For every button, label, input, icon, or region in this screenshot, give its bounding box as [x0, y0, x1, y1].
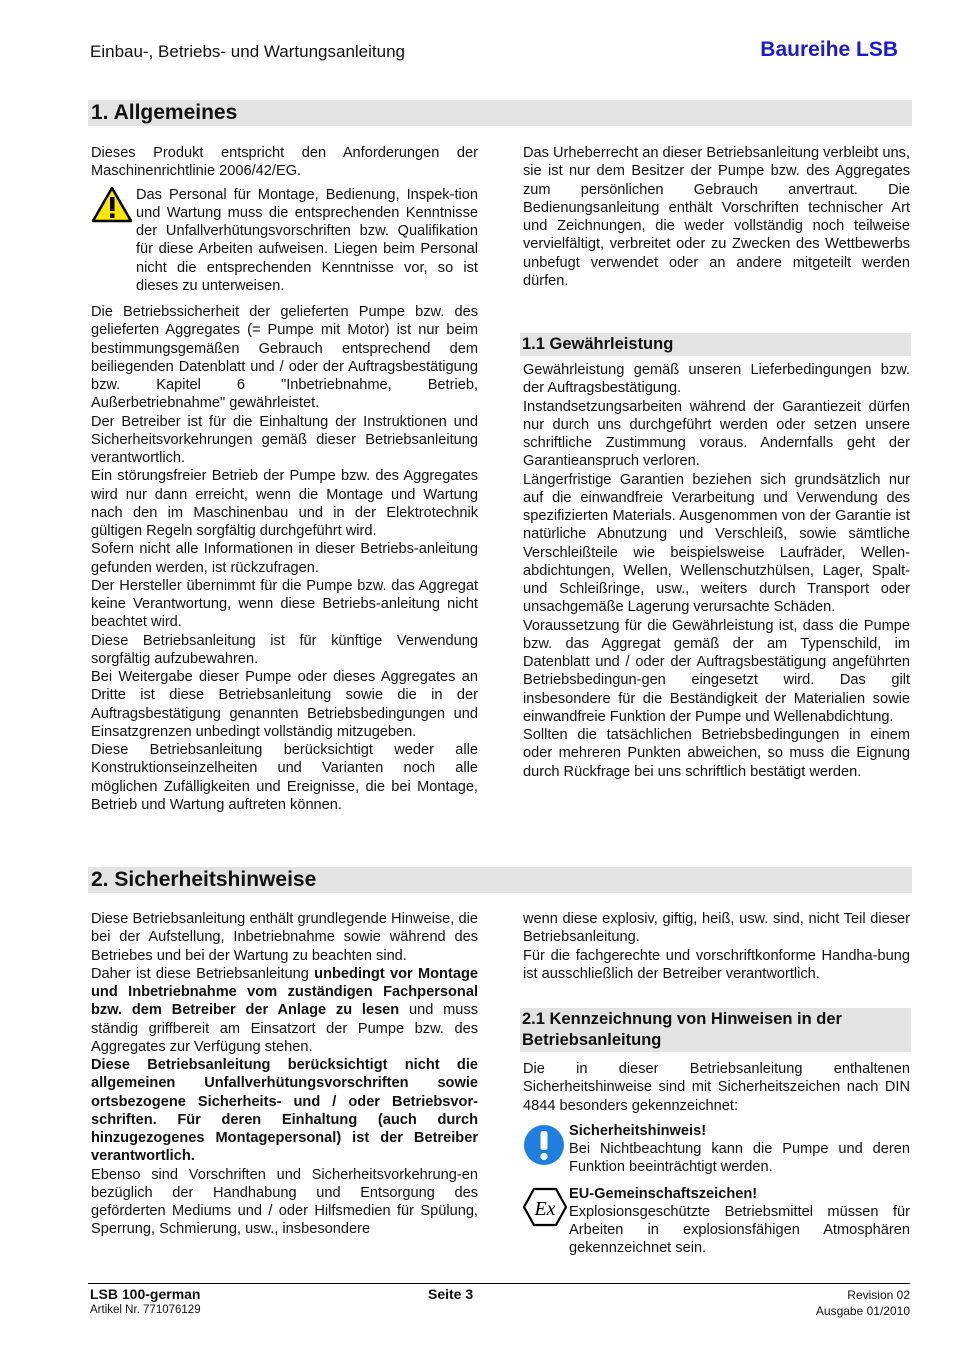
ex-hexagon-icon: [523, 1185, 569, 1258]
paragraph: Gewährleistung gemäß unseren Lieferbedingungen bzw. der Auftragsbestätigung.: [523, 362, 910, 397]
paragraph: Daher ist diese Betriebsanleitung unbedingt vor Montage und Inbetriebnahme vom zuständigen Fachpersonal bzw. dem Betreiber der Anlage zu lesen und muss ständig griffbereit am Einsatzort der Pumpe bzw. des Aggregates zur Verfügung stehen.: [91, 965, 479, 1055]
paragraph: Das Urheberrecht an dieser Betriebsanleitung verbleibt uns, sie ist nur dem Besitzer der Pumpe bzw. des Aggregates zum persönlichen Gebrauch anvertraut. Die Bedienungsanleitung enthält Vorschriften technischer Art und Zeichnungen, die weder vollständig noch teilweise vervielfältigt, verbreitet oder zu Zwecken des Wettbewerbs unbefugt verwendet oder an andere mitgeteilt werden dürfen.: [523, 145, 910, 289]
paragraph: Die in dieser Betriebsanleitung enthaltenen Sicherheitshinweise sind mit Sicherheitszeichen nach DIN 4844 besonders gekennzeichnet:: [523, 1061, 910, 1114]
exclamation-circle-icon: [523, 1122, 569, 1177]
paragraph: Sofern nicht alle Informationen in dieser Betriebs-anleitung gefunden werden, ist rückzufragen.: [91, 541, 478, 576]
paragraph: Diese Betriebsanleitung ist für künftige Verwendung sorgfältig aufzubewahren.: [91, 632, 478, 667]
section-1-left-column: [91, 144, 478, 814]
footer-doc-id: LSB 100-german: [90, 1286, 201, 1302]
header-series-title: Baureihe LSB: [760, 38, 898, 61]
paragraph: Diese Betriebsanleitung enthält grundlegende Hinweise, die bei der Aufstellung, Inbetriebnahme sowie während des Betriebes und bei der Wartung zu beachten sind.: [91, 911, 478, 964]
paragraph: Der Betreiber ist für die Einhaltung der Instruktionen und Sicherheitsvorkehrungen gemäß dieser Betriebsanleitung verantwortlich.: [91, 413, 478, 466]
section-1-heading: 1. Allgemeines: [88, 100, 912, 126]
section-2-right-column: [523, 910, 910, 983]
svg-text:Ex: Ex: [534, 1197, 556, 1220]
paragraph: Sollten die tatsächlichen Betriebsbedingungen in einem oder mehreren Punkten abweichen, so muss die Eignung durch Rückfrage bei uns schriftlich bestätigt werden.: [523, 727, 910, 780]
footer-revision: Revision 02: [847, 1288, 910, 1302]
safety-note: [523, 1122, 910, 1177]
paragraph: Bei Weitergabe dieser Pumpe oder dieses Aggregates an Dritte ist diese Betriebsanleitung sowie die in der Auftragsbestätigung genannten Betriebsbedingungen und Einsatzgrenzen unbedingt vollständig mitzugeben.: [91, 669, 478, 740]
paragraph: Instandsetzungsarbeiten während der Garantiezeit dürfen nur durch uns durchgeführt werden oder setzen unsere schriftliche Zustimmung voraus. Andernfalls geht der Garantieanspruch verloren.: [523, 398, 910, 470]
header-doc-title: Einbau-, Betriebs- und Wartungsanleitung: [90, 42, 405, 61]
footer-article-number: Artikel Nr. 771076129: [90, 1304, 201, 1316]
paragraph: Dieses Produkt entspricht den Anforderungen der Maschinenrichtlinie 2006/42/EG.: [91, 145, 478, 180]
paragraph: Ebenso sind Vorschriften und Sicherheitsvorkehrung-en bezüglich der Handhabung und Entsorgung des geförderten Mediums und / oder Hilfsmedien für Spülung, Sperrung, Schmierung, usw., insbesondere: [91, 1166, 478, 1238]
paragraph: Diese Betriebsanleitung berücksichtigt nicht die allgemeinen Unfallverhütungsvorschriften sowie ortsbezogene Sicherheits- und / oder Betriebsvor-schriften. Für deren Einhaltung (auch durch hinzugezogenes Montagepersonal) ist der Betreiber verantwortlich.: [91, 1057, 478, 1165]
section-1-right-column: [523, 144, 910, 290]
section-2-heading: 2. Sicherheitshinweise: [88, 867, 912, 893]
warning-triangle-icon: [91, 186, 136, 296]
warning-note: [91, 186, 478, 296]
note-title: Sicherheitshinweis!: [569, 1122, 707, 1139]
note-text: Explosionsgeschützte Betriebsmittel müssen für Arbeiten in explosionsfähigen Atmosphären gekennzeichnet sein.: [569, 1203, 910, 1257]
note-title: EU-Gemeinschaftszeichen!: [569, 1185, 758, 1202]
paragraph: Die Betriebssicherheit der gelieferten Pumpe bzw. des gelieferten Aggregates (= Pumpe mit Motor) ist nur beim bestimmungsgemäßen Gebrauch entsprechend dem beiliegenden Datenblatt und / oder der Auftragsbestätigung bzw. Kapitel 6 "Inbetriebnahme, Betrieb, Außerbetriebnahme" gewährleistet.: [91, 304, 478, 412]
subsection-2-1-heading: 2.1 Kennzeichnung von Hinweisen in der Betriebsanleitung: [520, 1008, 911, 1052]
footer-page-number: Seite 3: [428, 1286, 474, 1302]
ex-note: [523, 1185, 910, 1258]
paragraph: Längerfristige Garantien beziehen sich grundsätzlich nur auf die einwandfreie Verarbeitung und Verwendung des spezifizierten Materials. Ausgenommen von der Garantie ist natürliche Abnutzung und Verschleiß, sowie sämtliche Verschleißteile wie beispielsweise Laufräder, Wellen-abdichtungen, Wellen, Wellenschutzhülsen, Lager, Spalt- und Schleißringe, usw., weiters durch Transport oder unsachgemäße Lagerung verursachte Schäden.: [523, 471, 910, 616]
paragraph: Für die fachgerechte und vorschriftkonforme Handha-bung ist ausschließlich der Betreiber verantwortlich.: [523, 947, 910, 982]
footer-issue: Ausgabe 01/2010: [815, 1304, 910, 1318]
paragraph: Der Hersteller übernimmt für die Pumpe bzw. das Aggregat keine Verantwortung, wenn diese Betriebs-anleitung nicht beachtet wird.: [91, 577, 478, 631]
paragraph: Voraussetzung für die Gewährleistung ist, dass die Pumpe bzw. das Aggregat gemäß der am Typenschild, im Datenblatt und / oder der Auftragsbestätigung angeführten Betriebsbedingun-gen eingesetzt wird. Das gilt insbesondere für die Beständigkeit der Materialien sowie einwandfreie Funktion der Pumpe und Wellenabdichtung.: [523, 617, 910, 725]
paragraph: Ein störungsfreier Betrieb der Pumpe bzw. des Aggregates wird nur dann erreicht, wenn die Montage und Wartung nach den im Maschinenbau und in der Elektrotechnik gültigen Regeln sorgfältig durchgeführt wird.: [91, 468, 478, 539]
warning-text: Das Personal für Montage, Bedienung, Inspek-tion und Wartung muss die entsprechenden Kenntnisse der Unfallverhütungsvorschriften bzw. Qualifikation für diese Arbeiten aufweisen. Liegen beim Personal nicht die entsprechenden Kenntnisse vor, so ist dieses zu unterweisen.: [136, 186, 478, 294]
footer-rule: [88, 1283, 910, 1284]
subsection-1-1-heading: 1.1 Gewährleistung: [520, 333, 911, 356]
paragraph: Diese Betriebsanleitung berücksichtigt weder alle Konstruktionseinzelheiten und Varianten noch alle möglichen Zufälligkeiten und Ereignisse, die bei Montage, Betrieb und Wartung auftreten können.: [91, 742, 478, 813]
note-text: Bei Nichtbeachtung kann die Pumpe und deren Funktion beeinträchtigt werden.: [569, 1141, 910, 1176]
paragraph: wenn diese explosiv, giftig, heiß, usw. sind, nicht Teil dieser Betriebsanleitung.: [523, 911, 910, 946]
section-1-1-body: [523, 361, 910, 781]
section-2-left-column: [91, 910, 478, 1239]
section-2-1-body: [523, 1060, 910, 1266]
